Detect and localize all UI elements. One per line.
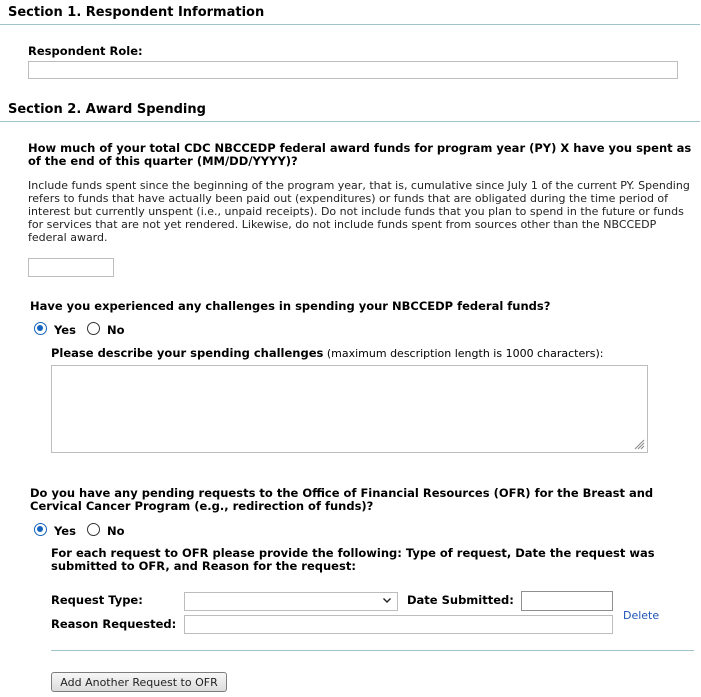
chevron-down-icon — [382, 595, 392, 605]
describe-challenges-label-bold: Please describe your spending challenges — [51, 346, 324, 360]
respondent-role-label: Respondent Role: — [28, 44, 143, 58]
ofr-no-radio[interactable] — [87, 523, 100, 536]
request-divider — [51, 650, 694, 651]
spending-challenges-textarea[interactable] — [51, 365, 648, 453]
ofr-no-label: No — [107, 524, 125, 538]
challenges-no-radio[interactable] — [87, 322, 100, 335]
reason-requested-input[interactable] — [184, 615, 613, 634]
challenges-yes-radio[interactable] — [34, 322, 47, 335]
add-ofr-request-button[interactable]: Add Another Request to OFR — [51, 672, 227, 692]
respondent-role-value — [29, 67, 32, 80]
challenges-yes-label: Yes — [54, 323, 76, 337]
request-type-value — [185, 598, 188, 611]
describe-challenges-label-note: (maximum description length is 1000 characters): — [323, 347, 604, 360]
ofr-yes-radio[interactable] — [34, 523, 47, 536]
spent-funds-question: How much of your total CDC NBCCEDP federal award funds for program year (PY) X have you spent as of the end of this quarter (MM/DD/YYYY)? — [28, 141, 692, 168]
date-submitted-input[interactable] — [521, 591, 613, 611]
spent-funds-input[interactable] — [28, 258, 114, 277]
ofr-instructions: For each request to OFR please provide the following: Type of request, Date the request was submitted to OFR, and Reason for the request: — [51, 546, 655, 573]
request-type-label: Request Type: — [51, 593, 143, 607]
ofr-yes-label: Yes — [54, 524, 76, 538]
date-submitted-label: Date Submitted: — [407, 593, 514, 607]
resize-handle-icon[interactable] — [634, 439, 645, 450]
challenges-question: Have you experienced any challenges in spending your NBCCEDP federal funds? — [30, 299, 551, 313]
reason-requested-value — [185, 621, 188, 634]
section1-divider — [0, 24, 700, 25]
section2-title: Section 2. Award Spending — [8, 102, 206, 117]
date-submitted-value — [522, 597, 525, 610]
delete-request-link[interactable]: Delete — [623, 609, 660, 622]
section1-title: Section 1. Respondent Information — [8, 5, 265, 20]
spent-funds-value — [29, 264, 32, 277]
request-type-select[interactable] — [184, 592, 398, 611]
section2-divider — [0, 121, 700, 122]
describe-challenges-label — [51, 346, 603, 360]
respondent-role-input[interactable] — [28, 61, 678, 79]
challenges-no-label: No — [107, 323, 125, 337]
reason-requested-label: Reason Requested: — [51, 617, 177, 631]
ofr-requests-question: Do you have any pending requests to the Office of Financial Resources (OFR) for the Breast and Cervical Cancer Program (e.g., redirection of funds)? — [30, 486, 654, 513]
spending-challenges-value — [52, 366, 647, 372]
spent-funds-help-text: Include funds spent since the beginning of the program year, that is, cumulative since July 1 of the current PY. Spending refers to funds that have actually been paid out (expenditures) or funds that are obligated during the time period of interest but currently unspent (i.e., unpaid receipts). Do not include funds that you plan to spend in the future or funds for services that are not yet rendered. Likewise, do not include funds spent from sources other than the NBCCEDP federal award. — [28, 179, 690, 244]
